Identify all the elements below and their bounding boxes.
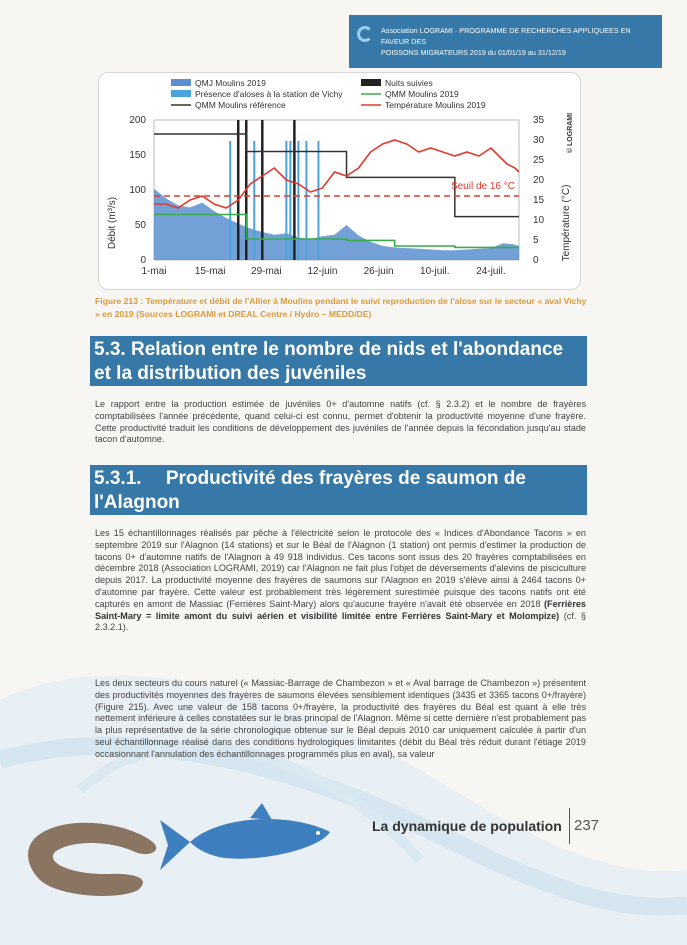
- right-tick-label: 10: [533, 215, 545, 226]
- legend-qmm-ref: QMM Moulins référence: [195, 100, 286, 110]
- right-tick-label: 0: [533, 255, 539, 266]
- copyright-label: © LOGRAMI: [567, 112, 574, 154]
- page-number: 237: [574, 817, 600, 834]
- x-tick-label: 26-juin: [363, 266, 394, 277]
- x-tick-label: 12-juin: [307, 266, 338, 277]
- section-5-3-1-heading: 5.3.1. Productivité des frayères de saumon de l'Alagnon: [90, 465, 587, 515]
- footer-chapter-title: La dynamique de population: [372, 818, 562, 834]
- left-tick-label: 50: [134, 220, 146, 231]
- left-tick-label: 150: [129, 150, 146, 161]
- right-tick-label: 15: [533, 195, 545, 206]
- left-tick-label: 0: [140, 255, 146, 266]
- legend-nights: Nuits suivies: [385, 78, 433, 88]
- flow-temperature-chart: [99, 73, 582, 291]
- right-axis-label: Température (°C): [561, 184, 572, 262]
- section-5-3-paragraph: Le rapport entre la production estimée de juvéniles 0+ d'automne natifs (cf. § 2.3.2) et le nombre de frayères comptabilisées l'année précédente, quand celui-ci est connu, permet d'obtenir la productivité moyenne d'une frayère. Cette productivité traduit les conditions de développement des juvéniles de l'année depuis la fécondation jusqu'au stade tacon d'automne.: [95, 399, 586, 445]
- chart-legend: [171, 78, 486, 110]
- right-tick-label: 30: [533, 135, 545, 146]
- left-tick-label: 200: [129, 115, 146, 126]
- figure-caption: Figure 213 : Température et débit de l'Allier à Moulins pendant le suivi reproduction de l'alose sur le secteur « aval Vichy » en 2019 (Sources LOGRAMI et DREAL Centre / Hydro – MEDD/DE): [95, 296, 587, 319]
- x-tick-label: 24-juil.: [476, 266, 506, 277]
- section-5-3-1-paragraph-2: Les deux secteurs du cours naturel (« Massiac-Barrage de Chambezon » et « Aval barrage de Chambezon ») présentent des productivités moyennes des frayères de saumons élevées sensiblement identiques (3435 et 3365 tacons 0+/frayère) (Figure 215). Avec une valeur de 158 tacons 0+/frayère, la productivité des frayères du Béal est quant à elle très nettement inférieure à celles constatées sur le bras principal de l'Alagnon. Même si cette dernière n'est probablement pas la plus représentative de la série chronologique obtenue sur le Béal depuis 2010 car uniquement calculée à partir d'un seul échantillonnage réalisé dans des conditions hydrologiques limitantes (débit du Béal très réduit durant l'étiage 2019 occasionnant l'annulation des échantillonnages programmés plus en aval), sa valeur: [95, 678, 586, 759]
- chart-panel: [98, 72, 581, 290]
- left-axis-label: Débit (m³/s): [107, 196, 118, 250]
- x-tick-label: 1-mai: [141, 266, 167, 277]
- right-tick-label: 35: [533, 115, 545, 126]
- right-tick-label: 20: [533, 175, 545, 186]
- header-line-2: POISSONS MIGRATEURS 2019 du 01/01/19 au 31/12/19: [381, 48, 566, 57]
- p1-text: Les 15 échantillonnages réalisés par pêche à l'électricité selon le protocole des « Indices d'Abondance Tacons » en septembre 2019 sur l'Alagnon (14 stations) et sur le Béal de l'Alagnon (1 station) ont permis d'estimer la production de tacons 0+ d'automne natifs de l'Alagnon à 49 918 individus. Ces tacons sont issus des 20 frayères comptabilisées en décembre 2018 (Association LOGRAMI, 2019) car l'Alagnon ne fait plus l'objet de déversements d'alevins de pisciculture depuis 2017. La productivité moyenne des frayères de saumons sur l'Alagnon en 2019 s'élève ainsi à 2464 tacons 0+ d'automne par frayère. Cette valeur est probablement très légèrement surestimée puisque des tacons natifs ont été capturés en amont de Massiac (Ferrières Saint-Mary) alors qu'aucune frayère n'avait été observée en 2018: [95, 528, 586, 609]
- legend-temp: Température Moulins 2019: [385, 100, 486, 110]
- logrami-logo-icon: [357, 26, 373, 42]
- section-5-3-heading: 5.3. Relation entre le nombre de nids et l'abondance et la distribution des juvéniles: [90, 336, 587, 386]
- plot-area: [129, 115, 544, 277]
- footer-separator: [569, 808, 570, 844]
- legend-swatch-vichy: [171, 90, 191, 97]
- header-line-1: Association LOGRAMI · PROGRAMME DE RECHERCHES APPLIQUEES EN FAVEUR DES: [381, 26, 631, 46]
- p1-bold-note: (Ferrières Saint-Mary = limite amont du suivi aérien et visibilité limitée entre Ferrières Saint-Mary et Molompize): [95, 598, 586, 621]
- left-tick-label: 100: [129, 185, 146, 196]
- x-tick-label: 15-mai: [194, 266, 226, 277]
- legend-vichy: Présence d'aloses à la station de Vichy: [195, 89, 343, 99]
- x-tick-label: 10-juil.: [420, 266, 450, 277]
- legend-swatch-qmj: [171, 79, 191, 86]
- p1-text-end: (cf. § 2.3.2.1).: [95, 610, 586, 633]
- legend-swatch-nights: [361, 79, 381, 86]
- section-5-3-1-paragraph-1: [95, 528, 586, 634]
- x-tick-label: 29-mai: [251, 266, 282, 277]
- legend-qmj: QMJ Moulins 2019: [195, 78, 266, 88]
- right-tick-label: 5: [533, 235, 539, 246]
- right-tick-label: 25: [533, 155, 545, 166]
- report-header-banner: [349, 15, 662, 68]
- threshold-label: Seuil de 16 °C: [450, 181, 515, 192]
- legend-qmm-2019: QMM Moulins 2019: [385, 89, 459, 99]
